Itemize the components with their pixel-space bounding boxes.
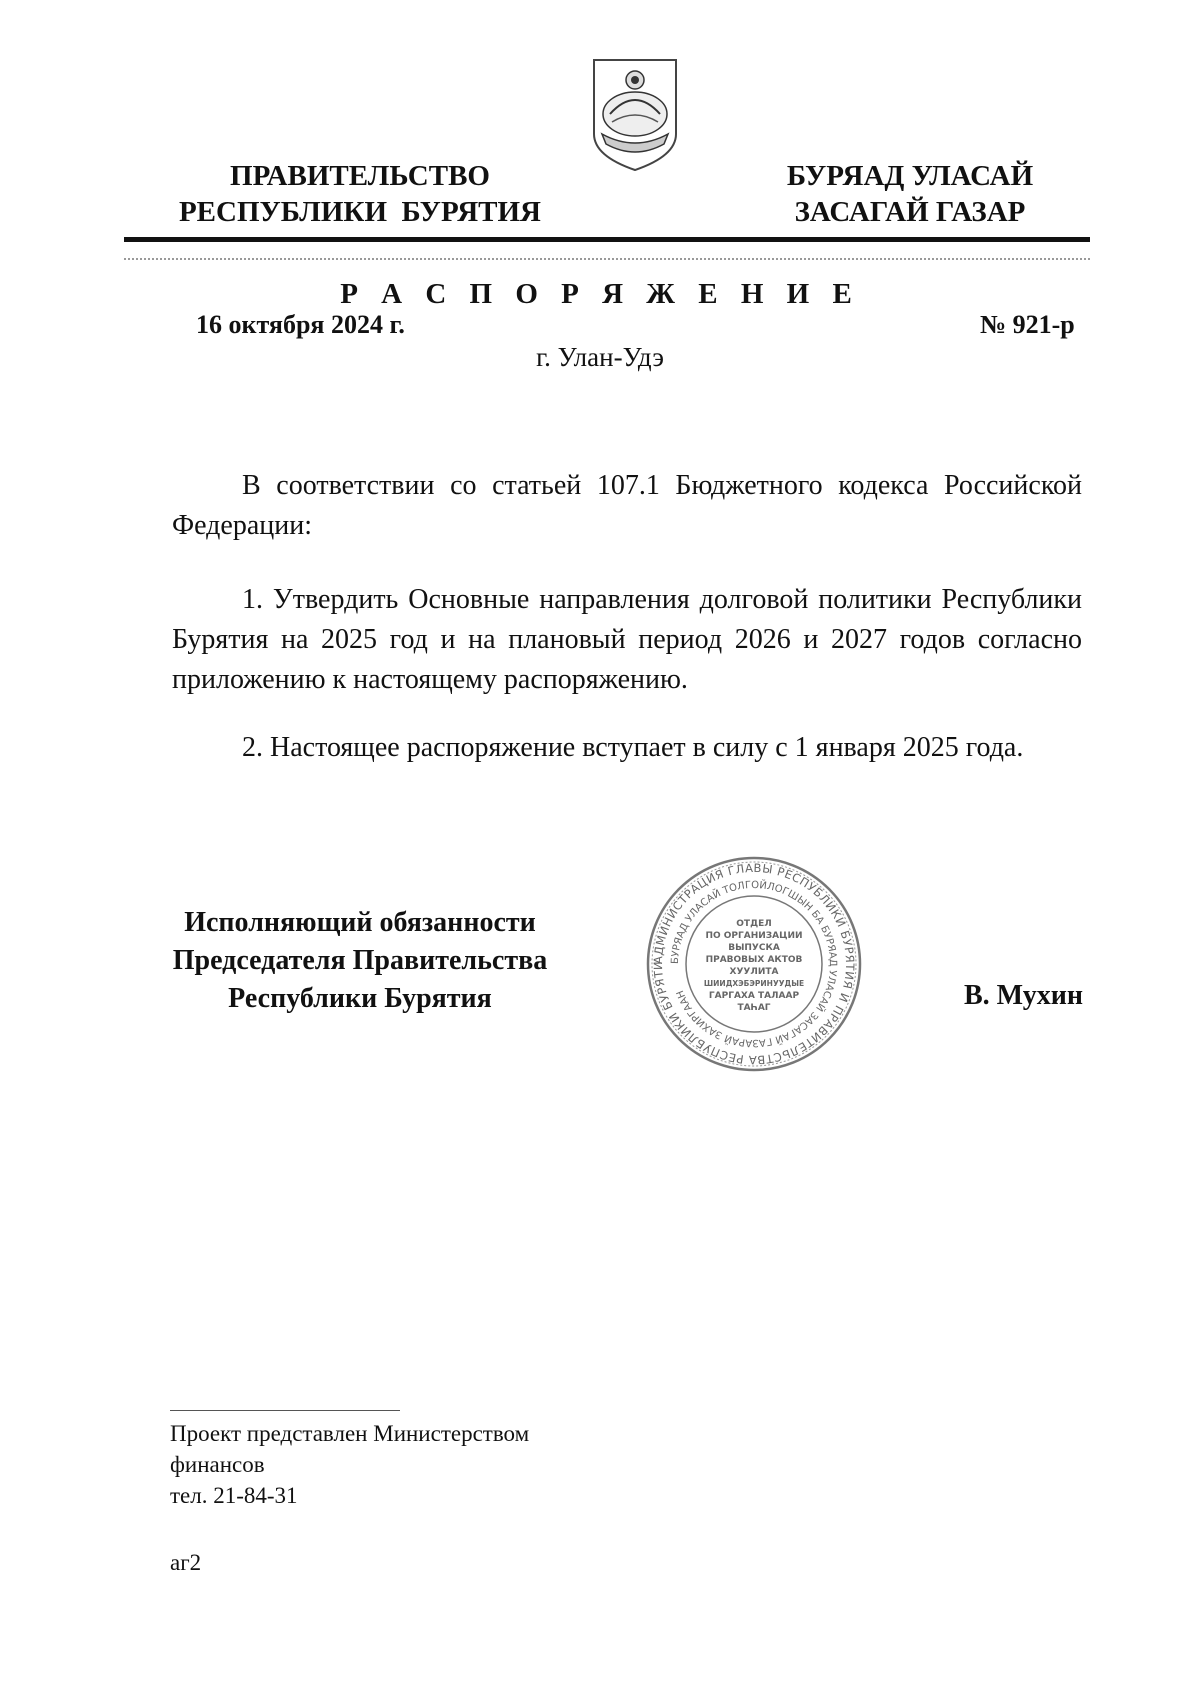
- document-date: 16 октября 2024 г.: [196, 310, 405, 339]
- government-name-buryat-line2: ЗАСАГАЙ ГАЗАР: [794, 196, 1026, 228]
- header-divider-dotted: [124, 258, 1090, 260]
- footer-line2: финансов: [170, 1452, 265, 1477]
- seal-outer-text: АДМИНИСТРАЦИЯ ГЛАВЫ РЕСПУБЛИКИ БУРЯТИЯ И ПРАВИТЕЛЬСТВА РЕСПУБЛИКИ БУРЯТИ: [650, 860, 858, 1068]
- seal-center-line: ШИИДХЭБЭРИНУУДЫЕ: [703, 979, 805, 988]
- document-city: г. Улан-Удэ: [536, 342, 664, 372]
- document-code: аг2: [170, 1550, 202, 1575]
- signatory-title-line2: Председателя Правительства: [172, 945, 548, 976]
- government-name-russian: [160, 158, 560, 230]
- footer-divider: [170, 1410, 400, 1411]
- government-name-buryat: [760, 158, 1060, 230]
- header-divider: [124, 237, 1090, 242]
- footer-line1: Проект представлен Министерством: [170, 1421, 530, 1446]
- emblem-icon: [590, 56, 680, 174]
- document-number: № 921-р: [980, 310, 1075, 339]
- signatory-name: В. Мухин: [964, 980, 1083, 1011]
- government-name-line1: ПРАВИТЕЛЬСТВО: [230, 160, 490, 192]
- document-type: Р А С П О Р Я Ж Е Н И Е: [340, 278, 860, 310]
- order-item-1: 1. Утвердить Основные направления долговой политики Республики Бурятия на 2025 год и на плановый период 2026 и 2027 годов согласно приложению к настоящему распоряжению.: [172, 584, 1082, 695]
- footer-note: [170, 1418, 529, 1511]
- seal-center-line: ПРАВОВЫХ АКТОВ: [705, 955, 803, 965]
- government-name-line2: РЕСПУБЛИКИ БУРЯТИЯ: [178, 196, 542, 228]
- seal-center-line: ТАҺАГ: [737, 1003, 771, 1013]
- footer-phone: тел. 21-84-31: [170, 1483, 298, 1508]
- official-seal-stamp: [644, 854, 864, 1074]
- signatory-title-line3: Республики Бурятия: [228, 983, 492, 1014]
- seal-center-line: ГАРГАХА ТАЛААР: [708, 991, 800, 1001]
- seal-center-line: ОТДЕЛ: [736, 919, 772, 929]
- seal-inner-text: БУРЯАД УЛАСАЙ ТОЛГОЙЛОГШЫН БА БУРЯАД УЛАСАЙ ЗАСАГАЙ ГАЗАРАЙ ЗАХИРГААН: [669, 879, 839, 1049]
- seal-center-line: ПО ОРГАНИЗАЦИИ: [705, 931, 803, 941]
- signatory-title-line1: Исполняющий обязанности: [184, 907, 536, 938]
- preamble-paragraph: В соответствии со статьей 107.1 Бюджетного кодекса Российской Федерации:: [172, 470, 1082, 541]
- seal-center-line: ХУУЛИТА: [729, 967, 779, 977]
- seal-center-line: ВЫПУСКА: [728, 943, 780, 953]
- government-name-buryat-line1: БУРЯАД УЛАСАЙ: [786, 160, 1034, 192]
- order-item-2: 2. Настоящее распоряжение вступает в силу с 1 января 2025 года.: [242, 732, 1024, 763]
- signatory-title: [150, 904, 570, 1018]
